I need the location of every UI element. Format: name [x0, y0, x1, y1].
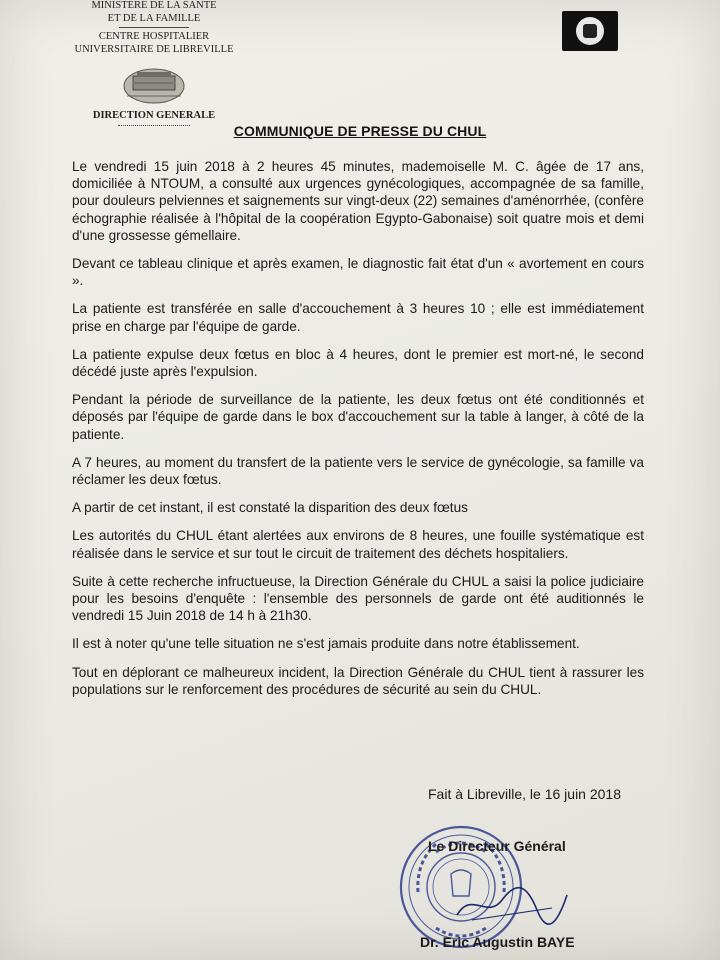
letterhead-rule — [119, 27, 189, 28]
paragraph: Pendant la période de surveillance de la patiente, les deux fœtus ont été conditionnés et déposés par l'équipe de garde dans le box d'accouchement sur la table à langer, à côté de la patiente. — [72, 392, 644, 442]
paragraph: A partir de cet instant, il est constaté la disparition des deux fœtus — [72, 500, 468, 516]
document-title — [0, 123, 720, 139]
signatory-name: Dr. Eric Augustin BAYE — [420, 934, 575, 950]
handwritten-signature — [452, 880, 572, 930]
paragraph: Tout en déplorant ce malheureux incident, la Direction Générale du CHUL tient à rassurer les populations sur le renforcement des procédures de sécurité au sein du CHUL. — [72, 664, 644, 697]
paragraph: Il est à noter qu'une telle situation ne s'est jamais produite dans notre établissement. — [72, 636, 580, 652]
letterhead — [74, 0, 234, 126]
paragraph: A 7 heures, au moment du transfert de la patiente vers le service de gynécologie, sa famille va réclamer les deux fœtus. — [72, 454, 644, 488]
ministry-line-2: ET DE LA FAMILLE — [107, 12, 201, 24]
document-body — [72, 158, 644, 709]
ministry-line-1: MINISTERE DE LA SANTE — [91, 0, 217, 11]
paragraph: Les autorités du CHUL étant alertées aux environs de 8 heures, une fouille systématique est réalisée dans le service et sur tout le circuit de traitement des déchets hospitaliers. — [72, 528, 644, 561]
place-and-date: Fait à Libreville, le 16 juin 2018 — [428, 786, 622, 802]
signatory-role: Le Directeur Général — [428, 838, 566, 854]
paragraph: La patiente expulse deux fœtus en bloc à 4 heures, dont le premier est mort-né, le second décédé juste après l'expulsion. — [72, 346, 644, 380]
hospital-logo — [119, 62, 189, 106]
title-text: COMMUNIQUE DE PRESSE DU CHUL — [233, 123, 487, 139]
paragraph: Suite à cette recherche infructueuse, la Direction Générale du CHUL a saisi la police judiciaire pour les besoins d'enquête : l'ensemble des personnels de garde ont été auditionnés le vendredi 15 Juin 2018 de 14 h à 21h30. — [72, 573, 644, 624]
hospital-line-2: UNIVERSITAIRE DE LIBREVILLE — [74, 43, 234, 55]
direction-generale: DIRECTION GENERALE — [92, 110, 216, 121]
ministry-emblem — [562, 11, 618, 51]
paragraph: Devant ce tableau clinique et après examen, le diagnostic fait état d'un « avortement en cours ». — [72, 256, 644, 289]
hospital-line-1: CENTRE HOSPITALIER — [98, 31, 210, 42]
paragraph: Le vendredi 15 juin 2018 à 2 heures 45 minutes, mademoiselle M. C. âgée de 17 ans, domiciliée à NTOUM, a consulté aux urgences gynécologiques, accompagnée de sa famille, pour douleurs pelviennes et saignements sur vingt-deux (22) semaines d'aménorrhée, (confère échographie réalisée à l'hôpital de la coopération Egypto-Gabonaise) soit quatre mois et demi d'une grossesse gémellaire. — [72, 159, 644, 243]
paragraph: La patiente est transférée en salle d'accouchement à 3 heures 10 ; elle est immédiatement prise en charge par l'équipe de garde. — [72, 301, 644, 334]
